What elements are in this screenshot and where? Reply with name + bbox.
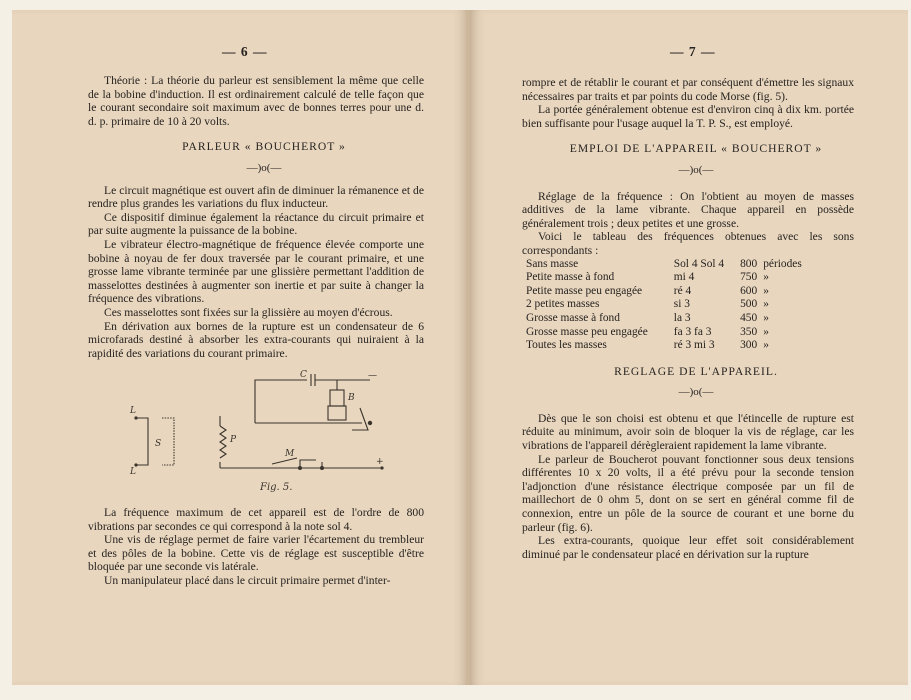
table-cell-note: la 3	[673, 311, 691, 324]
heading-emploi: EMPLOI DE L'APPAREIL « BOUCHEROT »	[569, 142, 823, 156]
frequency-table	[526, 258, 802, 353]
table-row	[526, 271, 802, 285]
table-cell-mass: Grosse masse à fond	[526, 311, 620, 324]
right-column	[522, 76, 854, 561]
fig-label-s: S	[155, 439, 162, 449]
paragraph: Le vibrateur électro-magnétique de fréquence élevée comporte une bobine à noyau de fer doux traversée par le courant primaire, et une grosse lame vibrante terminée par une glissière permettant l'addition de masselottes destinées à augmenter son inertie et par suite à changer la fréquence des vibrations.	[88, 237, 424, 306]
paragraph: Réglage de la fréquence : On l'obtient au moyen de masses additives de la lame vibrante. Chaque appareil en possède généralement trois ; deux petites et une grosse.	[522, 189, 854, 230]
left-page	[12, 10, 468, 685]
table-cell-note: mi 4	[673, 271, 695, 284]
table-cell-mass: Petite masse peu engagée	[526, 284, 643, 297]
table-cell-note: ré 4	[673, 284, 692, 297]
table-row	[526, 312, 802, 326]
table-cell-freq: 450	[740, 311, 758, 324]
left-column-top	[88, 74, 424, 360]
table-cell-freq: 750	[740, 271, 758, 284]
heading-parleur: PARLEUR « BOUCHEROT »	[182, 140, 346, 154]
table-cell-freq: 300	[740, 339, 758, 352]
right-page	[470, 10, 908, 685]
table-cell-mass: Toutes les masses	[526, 339, 607, 352]
table-row	[526, 326, 802, 340]
ornament: —)o(—	[678, 163, 714, 176]
table-cell-mass: 2 petites masses	[526, 298, 600, 311]
fig-label-plus: +	[376, 457, 384, 467]
table-cell-note: si 3	[673, 298, 690, 311]
table-cell-unit: »	[763, 271, 769, 284]
table-cell-unit: »	[763, 325, 769, 338]
fig-label-p: P	[230, 435, 237, 445]
paragraph: En dérivation aux bornes de la rupture est un condensateur de 6 microfarads destiné à absorber les extra-courants qui nuiraient à la rapidité des variations du courant primaire.	[88, 319, 424, 360]
paragraph: Un manipulateur placé dans le circuit primaire permet d'inter-	[104, 573, 391, 587]
table-cell-freq: 800	[740, 257, 758, 270]
page-number-left: — 6 —	[222, 44, 268, 59]
table-cell-unit: »	[763, 311, 769, 324]
table-cell-mass: Petite masse à fond	[526, 271, 615, 284]
paragraph: Une vis de réglage permet de faire varier l'écartement du trembleur et des pôles de la bobine. Cette vis de réglage est susceptible d'être bloquée par une seconde vis latérale.	[88, 533, 424, 574]
left-column-bottom	[88, 506, 424, 588]
table-row	[526, 339, 802, 353]
table-cell-mass: Sans masse	[526, 257, 579, 270]
table-cell-freq: 500	[740, 298, 758, 311]
table-cell-unit: »	[763, 298, 769, 311]
ornament: —)o(—	[678, 386, 714, 399]
fig-label-m: M	[285, 449, 295, 459]
table-cell-freq: 600	[740, 284, 758, 297]
paragraph: Les extra-courants, quoique leur effet soit considérablement diminué par le condensateur placé en dérivation sur la rupture	[522, 534, 854, 561]
paragraph: Dès que le son choisi est obtenu et que l'étincelle de rupture est réduite au minimum, avoir soin de bloquer la vis de réglage, car les vibrations de l'appareil dérègleraient rapidement la lame vibrante.	[522, 411, 854, 453]
heading-reglage: REGLAGE DE L'APPAREIL.	[614, 364, 778, 378]
paragraph: La fréquence maximum de cet appareil est de l'ordre de 800 vibrations par secondes ce qui correspond à la note sol 4.	[88, 506, 424, 533]
fig-label-l2: L	[130, 467, 136, 477]
paragraph: Ce dispositif diminue également la réactance du circuit primaire et par suite augmente la puissance de la bobine.	[88, 210, 424, 238]
table-row	[526, 285, 802, 299]
paragraph: Ces masselottes sont fixées sur la glissière au moyen d'écrous.	[104, 305, 393, 319]
fig-label-b: B	[348, 393, 355, 403]
fig-label-minus: —	[368, 371, 377, 381]
paragraph: La portée généralement obtenue est d'environ cinq à dix km. portée bien suffisante pour l'usage auquel la T. P. S., est employé.	[522, 103, 854, 130]
table-cell-unit: périodes	[763, 257, 802, 270]
page-number-right: — 7 —	[670, 44, 716, 59]
table-cell-note: Sol 4 Sol 4	[673, 257, 725, 270]
table-row	[526, 298, 802, 312]
table-cell-note: ré 3 mi 3	[673, 339, 715, 352]
paragraph-theorie: Théorie : La théorie du parleur est sensiblement la même que celle de la bobine d'induction. Il est ordinairement calculé de telle façon que le courant secondaire soit maximum avec de bonnes terres pour une d. d. p. primaire de 10 à 20 volts.	[88, 74, 424, 128]
table-cell-mass: Grosse masse peu engagée	[526, 325, 648, 338]
fig-label-c: C	[300, 370, 307, 380]
paragraph: Voici le tableau des fréquences obtenues avec les sons correspondants :	[522, 230, 854, 257]
table-cell-freq: 350	[740, 325, 758, 338]
table-cell-unit: »	[763, 339, 769, 352]
paragraph: Le parleur de Boucherot pouvant fonctionner sous deux tensions différentes 10 x 20 volts, il a été prévu pour la seconde tension l'adjonction d'une résistance électrique composée par un fil de maillechort de 0 ohm 5, dont on se sert en général comme fil de connexion, entre un pôle de la source de courant et une borne du parleur (fig. 6).	[522, 452, 854, 534]
paragraph: Le circuit magnétique est ouvert afin de diminuer la rémanence et de rendre plus grandes les variations du flux inducteur.	[88, 183, 424, 211]
figure-caption: Fig. 5.	[260, 482, 293, 493]
table-cell-unit: »	[763, 284, 769, 297]
ornament: —)o(—	[246, 161, 282, 174]
paragraph-continuation: rompre et de rétablir le courant et par conséquent d'émettre les signaux nécessaires par traits et par points du code Morse (fig. 5).	[522, 76, 854, 103]
table-row	[526, 258, 802, 272]
circuit-figure	[122, 368, 392, 498]
fig-label-l1: L	[130, 406, 136, 416]
table-cell-note: fa 3 fa 3	[673, 325, 712, 338]
